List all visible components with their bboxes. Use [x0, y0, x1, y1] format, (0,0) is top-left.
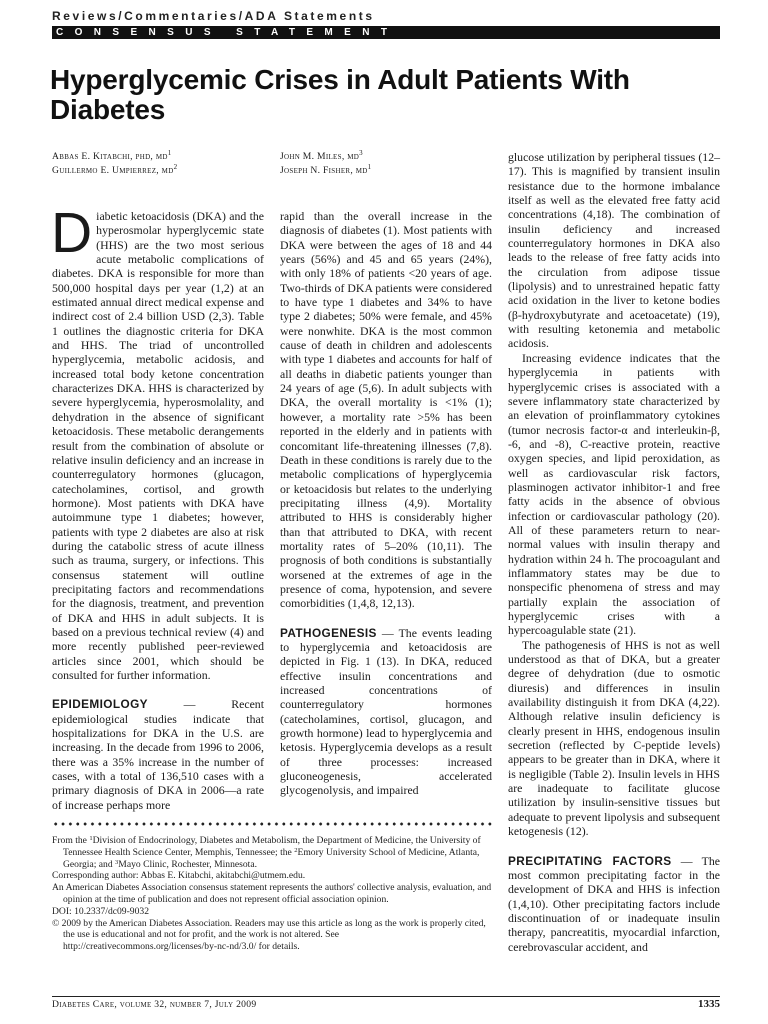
- page-number: 1335: [698, 998, 720, 1010]
- body-column-1: [51, 201, 264, 812]
- footnotes: [52, 835, 492, 953]
- copyright-note: © 2009 by the American Diabetes Association. Readers may use this article as long as the work is properly cited, the use is educational and not for profit, and the work is not altered. See http://creativecommons.org/licenses/by-nc-nd/3.0/ for details.: [52, 917, 486, 953]
- section-heading-pathogenesis: PATHOGENESIS: [280, 625, 377, 640]
- intro-paragraph: Diabetic ketoacidosis (DKA) and the hyperosmolar hyperglycemic state (HHS) are the two most serious acute metabolic complications of diabetes. DKA is responsible for more than 500,000 hospital days per year (1,2) at an estimated annual direct medical expense and indirect cost of 2.4 billion USD (2,3). Table 1 outlines the diagnostic criteria for DKA and HHS. The triad of uncontrolled hyperglycemia, metabolic acidosis, and increased total body ketone concentration characterizes DKA. HHS is characterized by severe hyperglycemia, hyperosmolality, and dehydration in the absence of significant ketoacidosis. These metabolic derangements result from the combination of absolute or relative insulin deficiency and an increase in counterregulatory hormones (glucagon, catecholamines, cortisol, and growth hormone). Most patients with DKA have autoimmune type 1 diabetes; however, patients with type 2 diabetes are also at risk during the catabolic stress of acute illness such as trauma, surgery, or infections. This consensus statement will outline precipitating factors and recommendations for the diagnosis, treatment, and prevention of DKA and HHS in adult subjects. It is based on a previous technical review (4) and more recently published peer-reviewed articles since 2001, which should be consulted for further information.: [51, 201, 264, 682]
- paragraph: glucose utilization by peripheral tissues (12–17). This is magnified by transient insulin resistance due to the hormone imbalance itself as well as the elevated free fatty acid concentrations (4,18). The combination of insulin deficiency and increased counterregulatory hormones in DKA also leads to the release of free fatty acids into the circulation from adipose tissue (lipolysis) and to unrestrained hepatic fatty acid oxidation in the liver to ketone bodies (β-hydroxybutyrate and acetoacetate) (19), with resulting ketonemia and metabolic acidosis.: [508, 150, 720, 351]
- journal-citation: Diabetes Care, volume 32, number 7, July 2009: [52, 999, 257, 1010]
- body-column-3: [508, 150, 720, 954]
- dotted-divider: [52, 822, 494, 826]
- section-kicker: Reviews/Commentaries/ADA Statements: [52, 9, 375, 23]
- precipitating-factors-paragraph: PRECIPITATING FACTORS — The most common precipitating factor in the development of DKA and HHS is infection (1,4,10). Other precipitating factors include discontinuation of or inadequate insulin therapy, pancreatitis, myocardial infarction, cerebrovascular accident, and: [508, 853, 720, 954]
- doi-note: DOI: 10.2337/dc09-9032: [52, 905, 149, 917]
- section-bar-label: CONSENSUS STATEMENT: [56, 27, 399, 38]
- epidemiology-paragraph: EPIDEMIOLOGY — Recent epidemiological studies indicate that hospitalizations for DKA in the U.S. are increasing. In the decade from 1996 to 2006, there was a 35% increase in the number of cases, with a total of 136,510 cases with a primary diagnosis of DKA in 2006—a rate of increase perhaps more: [52, 697, 264, 812]
- paragraph: Increasing evidence indicates that the hyperglycemia in patients with hyperglycemic crises is associated with a severe inflammatory state characterized by an elevation of proinflammatory cytokines (tumor necrosis factor-α and interleukin-β, -6, and -8), C-reactive protein, reactive oxygen species, and lipid peroxidation, as well as cardiovascular risk factors, plasminogen activator inhibitor-1 and free fatty acids in the absence of obvious infection or cardiovascular pathology (20). All of these parameters return to near-normal values with insulin therapy and hydration within 24 h. The procoagulant and inflammatory states may be due to nonspecific phenomena of stress and may partially explain the association of hyperglycemic crises with a hypercoagulable state (21).: [508, 350, 720, 638]
- author: Guillermo E. Umpierrez, $md^2$: [52, 163, 178, 176]
- drop-cap: D: [51, 201, 93, 265]
- paragraph: rapid than the overall increase in the diagnosis of diabetes (1). Most patients with DKA were between the ages of 18 and 44 years (56%) and 45 and 65 years (24%), with only 18% of patients <20 years of age. Two-thirds of DKA patients were considered to have type 1 diabetes and 34% to have type 2 diabetes; 50% were female, and 45% were nonwhite. DKA is the most common cause of death in children and adolescents with type 1 diabetes and accounts for half of all deaths in diabetic patients younger than 24 years of age (5,6). In adult subjects with DKA, the overall mortality is <1% (1); however, a mortality rate >5% has been reported in the elderly and in patients with concomitant life-threatening illnesses (7,8). Death in these conditions is rarely due to the metabolic complications of hyperglycemia or ketoacidosis but relates to the underlying precipitating illness (4,9). Mortality attributed to HHS is considerably higher than that attributed to DKA, with recent mortality rates of 5–20% (10,11). The prognosis of both conditions is substantially worsened at the extremes of age in the presence of coma, hypotension, and severe comorbidities (1,4,8, 12,13).: [280, 209, 492, 611]
- section-bar: [52, 26, 720, 39]
- paragraph: The pathogenesis of HHS is not as well understood as that of DKA, but a greater degree of dehydration (due to osmotic diuresis) and differences in insulin availability distinguish it from DKA (4,22). Although relative insulin deficiency is clearly present in HHS, endogenous insulin secretion (reflected by C-peptide levels) appears to be greater than in DKA, where it is negligible (Table 2). Insulin levels in HHS are inadequate to facilitate glucose utilization by insulin-sensitive tissues but adequate to prevent lipolysis and subsequent ketogenesis (12).: [508, 637, 720, 839]
- author: Abbas E. Kitabchi, phd, $md^1$: [52, 149, 172, 162]
- section-heading-epidemiology: EPIDEMIOLOGY: [52, 697, 148, 712]
- author: Joseph N. Fisher, $md^1$: [280, 163, 372, 176]
- article-title: Hyperglycemic Crises in Adult Patients With Diabetes: [50, 64, 630, 125]
- consensus-note: An American Diabetes Association consensus statement represents the authors' collective analysis, evaluation, and opinion at the time of publication and does not represent official association opinion.: [52, 882, 492, 905]
- footer-rule: [52, 996, 720, 997]
- affiliations-note: From the $^1$Division of Endocrinology, Diabetes and Metabolism, the Department of Medicine, the University of Tennessee Health Science Center, Memphis, Tennessee; the $^2$Emory University School of Medicine, Atlanta, Georgia; and $^3$Mayo Clinic, Rochester, Minnesota.: [52, 835, 481, 870]
- corresponding-author-note: Corresponding author: Abbas E. Kitabchi, akitabchi@utmem.edu.: [52, 870, 306, 882]
- section-heading-precipitating-factors: PRECIPITATING FACTORS: [508, 853, 672, 868]
- pathogenesis-paragraph: PATHOGENESIS — The events leading to hyperglycemia and ketoacidosis are depicted in Fig. 1 (13). In DKA, reduced effective insulin concentrations and increased concentrations of counterregulatory hormones (catecholamines, cortisol, glucagon, and growth hormone) lead to hyperglycemia and ketosis. Hyperglycemia develops as a result of three processes: increased gluconeogenesis, accelerated glycogenolysis, and impaired: [280, 625, 492, 798]
- author: John M. Miles, $md^3$: [280, 149, 363, 162]
- body-column-2: [280, 209, 492, 798]
